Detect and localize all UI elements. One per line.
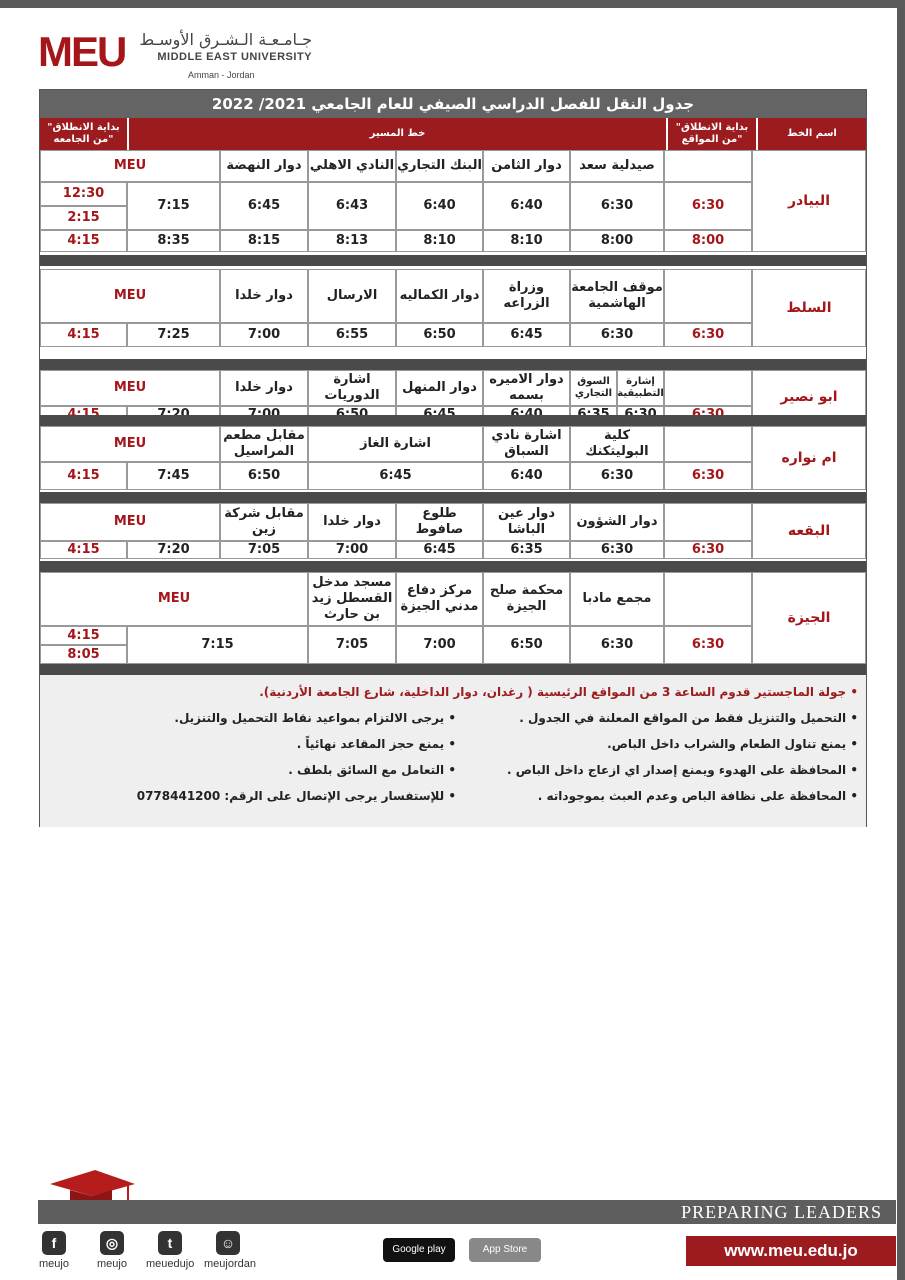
tagline: PREPARING LEADERS xyxy=(681,1202,882,1222)
app-store-badge[interactable]: App Store xyxy=(469,1238,541,1262)
stop-name: طلوع صافوط xyxy=(396,503,483,541)
route-name: ام نواره xyxy=(752,426,866,490)
uni-time: 2:15 xyxy=(40,206,127,230)
stop-name: دوار الكماليه xyxy=(396,269,483,323)
logo-mark: MEU xyxy=(38,28,126,75)
route-name: البقعه xyxy=(752,503,866,559)
stop-name: اشارة الغاز xyxy=(308,426,483,462)
stop-name: مركز دفاع مدني الجيزة xyxy=(396,572,483,626)
stop-time: 6:45 xyxy=(396,541,483,559)
stop-time: 4:15 xyxy=(40,323,127,347)
stop-name: MEU xyxy=(40,503,220,541)
stop-time: 6:30 xyxy=(664,626,752,664)
stop-name: اشارة نادي السباق xyxy=(483,426,570,462)
stop-time: 7:00 xyxy=(220,323,308,347)
route-name: الجيزة xyxy=(752,572,866,664)
empty-cell xyxy=(664,269,752,323)
empty-cell xyxy=(664,503,752,541)
stop-time: 6:30 xyxy=(664,541,752,559)
header-route-name: اسم الخط xyxy=(756,118,866,150)
empty-cell xyxy=(664,426,752,462)
university-logo xyxy=(38,30,318,86)
schedule-table xyxy=(39,89,867,827)
stop-time: 8:00 xyxy=(664,230,752,252)
stop-time: 4:15 xyxy=(40,462,127,490)
stop-time: 6:35 xyxy=(483,541,570,559)
stop-time: 6:45 xyxy=(483,323,570,347)
social-link[interactable] xyxy=(146,1231,194,1270)
row-separator xyxy=(40,415,866,426)
stop-time: 6:30 xyxy=(664,462,752,490)
stop-name: الارسال xyxy=(308,269,396,323)
stop-name: موقف الجامعة الهاشمية xyxy=(570,269,664,323)
table-title: جدول النقل للفصل الدراسي الصيفي للعام الجامعي 2021/ 2022 xyxy=(40,90,866,118)
stop-time: 8:10 xyxy=(396,230,483,252)
stop-time: 8:10 xyxy=(483,230,570,252)
twitter-icon: t xyxy=(158,1231,182,1255)
social-label: meuedujo xyxy=(146,1258,195,1270)
uni-time: 4:15 xyxy=(40,626,127,645)
stop-name: مسجد مدخل القسطل زيد بن حارث xyxy=(308,572,396,626)
stop-name: محكمة صلح الجيزة xyxy=(483,572,570,626)
footer-bar xyxy=(38,1200,896,1224)
social-link[interactable] xyxy=(30,1231,78,1270)
header-start-uni: "بداية الانطلاق من الجامعه" xyxy=(40,118,127,150)
social-label: meujo xyxy=(97,1258,127,1270)
row-separator xyxy=(40,664,866,675)
stop-time: 6:40 xyxy=(483,182,570,230)
stop-name: صيدلية سعد xyxy=(570,150,664,182)
start-time: 6:30 xyxy=(664,182,752,230)
stop-name: دوار الثامن xyxy=(483,150,570,182)
stop-name: السوق التجاري xyxy=(570,370,617,406)
stop-time: 6:30 xyxy=(570,182,664,230)
social-label: meujordan xyxy=(204,1258,256,1270)
stop-name: مقابل مطعم المراسيل xyxy=(220,426,308,462)
stop-time: 6:45 xyxy=(308,462,483,490)
stop-name: كلية البوليتكنك xyxy=(570,426,664,462)
stop-name: دوار خلدا xyxy=(308,503,396,541)
stop-name: دوار الشؤون xyxy=(570,503,664,541)
row-separator xyxy=(40,359,866,370)
stop-time: 7:25 xyxy=(127,323,220,347)
social-link[interactable] xyxy=(88,1231,136,1270)
stop-time: 7:00 xyxy=(396,626,483,664)
stop-time: 8:13 xyxy=(308,230,396,252)
stop-time: 6:45 xyxy=(220,182,308,230)
stop-time: 4:15 xyxy=(40,230,127,252)
stop-time: 6:50 xyxy=(220,462,308,490)
stop-time: 7:20 xyxy=(127,541,220,559)
logo-arabic-name: جـامـعـة الـشـرق الأوسـط xyxy=(139,30,312,49)
stop-time: 7:00 xyxy=(308,541,396,559)
empty-cell xyxy=(664,370,752,406)
stop-name: وزراة الزراعه xyxy=(483,269,570,323)
stop-time: 7:15 xyxy=(127,182,220,230)
note-item: • يمنع حجز المقاعد نهائياً . xyxy=(296,737,456,751)
stop-name: إشارة التطبيقية xyxy=(617,370,664,406)
empty-cell xyxy=(664,150,752,182)
stop-time: 8:00 xyxy=(570,230,664,252)
stop-time: 7:05 xyxy=(220,541,308,559)
stop-name: مجمع مادبا xyxy=(570,572,664,626)
stop-name: دوار خلدا xyxy=(220,370,308,406)
instagram-icon: ◎ xyxy=(100,1231,124,1255)
header-start-sites: "بداية الانطلاق من المواقع" xyxy=(666,118,756,150)
stop-name: دوار عين الباشا xyxy=(483,503,570,541)
stop-time: 7:05 xyxy=(308,626,396,664)
stop-time: 6:30 xyxy=(570,626,664,664)
stop-time: 6:30 xyxy=(570,323,664,347)
logo-city: Amman - Jordan xyxy=(188,70,255,80)
header-path: خط المسير xyxy=(127,118,666,150)
stop-name: MEU xyxy=(40,370,220,406)
stop-name: البنك التجاري xyxy=(396,150,483,182)
stop-time: 6:30 xyxy=(570,541,664,559)
stop-time: 6:30 xyxy=(664,323,752,347)
empty-cell xyxy=(664,572,752,626)
stop-time: 4:15 xyxy=(40,541,127,559)
note-item: • المحافظة على نظافة الباص وعدم العبث بموجوداته . xyxy=(537,789,858,803)
note-item: • يمنع تناول الطعام والشراب داخل الباص. xyxy=(607,737,858,751)
google-play-badge[interactable]: Google play xyxy=(383,1238,455,1262)
stop-time: 6:43 xyxy=(308,182,396,230)
stop-time: 6:40 xyxy=(396,182,483,230)
snapchat-icon: ☺ xyxy=(216,1231,240,1255)
route-name: السلط xyxy=(752,269,866,347)
stop-name: النادي الاهلي xyxy=(308,150,396,182)
stop-name: MEU xyxy=(40,572,308,626)
stop-time: 6:55 xyxy=(308,323,396,347)
route-name: ابو نصير xyxy=(752,370,866,424)
logo-english-name: MIDDLE EAST UNIVERSITY xyxy=(157,51,312,63)
social-link[interactable] xyxy=(204,1231,256,1270)
note-item: • التحميل والتنزيل فقط من المواقع المعلنة في الجدول . xyxy=(519,711,858,725)
stop-name: MEU xyxy=(40,426,220,462)
stop-time: 8:35 xyxy=(127,230,220,252)
stop-name: دوار المنهل xyxy=(396,370,483,406)
stop-time: 8:15 xyxy=(220,230,308,252)
stop-time: 6:50 xyxy=(396,323,483,347)
stop-name: MEU xyxy=(40,150,220,182)
stop-time: 6:50 xyxy=(483,626,570,664)
website-url[interactable]: www.meu.edu.jo xyxy=(686,1236,896,1266)
social-label: meujo xyxy=(39,1258,69,1270)
route-name: البيادر xyxy=(752,150,866,252)
stop-time: 7:15 xyxy=(127,626,308,664)
row-separator xyxy=(40,561,866,572)
note-highlight: • جولة الماجستير قدوم الساعة 3 من المواقع الرئيسية ( رغدان، دوار الداخلية، شارع الجامعة الأردنية). xyxy=(259,685,858,699)
stop-name: دوار الاميره بسمه xyxy=(483,370,570,406)
row-separator xyxy=(40,255,866,266)
note-item: • المحافظة على الهدوء ويمنع إصدار اي ازعاج داخل الباص . xyxy=(507,763,858,777)
note-item: • للإستفسار يرجى الإتصال على الرقم: 0778441200 xyxy=(136,789,456,803)
stop-time: 6:30 xyxy=(570,462,664,490)
note-item: • التعامل مع السائق بلطف . xyxy=(288,763,456,777)
stop-name: اشارة الدوريات xyxy=(308,370,396,406)
uni-time: 12:30 xyxy=(40,182,127,206)
stop-name: دوار خلدا xyxy=(220,269,308,323)
stop-name: MEU xyxy=(40,269,220,323)
stop-name: دوار النهضة xyxy=(220,150,308,182)
note-item: • يرجى الالتزام بمواعيد نقاط التحميل والتنزيل. xyxy=(174,711,456,725)
notes-panel xyxy=(40,673,866,827)
uni-time: 8:05 xyxy=(40,645,127,664)
facebook-icon: f xyxy=(42,1231,66,1255)
stop-time: 7:45 xyxy=(127,462,220,490)
stop-name: مقابل شركة زين xyxy=(220,503,308,541)
row-separator xyxy=(40,492,866,503)
stop-time: 6:40 xyxy=(483,462,570,490)
